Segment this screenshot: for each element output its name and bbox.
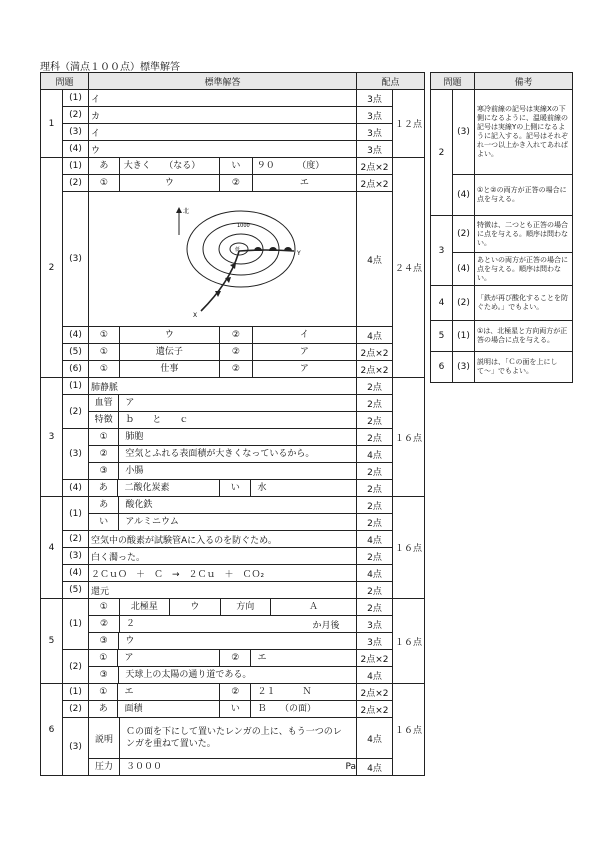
answer-cell: 面積	[117, 701, 219, 717]
answer-cell: ２	[119, 616, 296, 632]
x-label: X	[193, 312, 198, 319]
key-label: い	[219, 701, 250, 717]
key-label: ①	[99, 432, 108, 442]
key-label: あ	[99, 161, 109, 171]
section-total: １２点	[393, 90, 425, 158]
answer-cell: 天球上の太陽の通り道である。	[118, 667, 356, 683]
section-total: ２４点	[393, 158, 425, 378]
answer-cell: 仕事	[119, 361, 219, 377]
sub-number: (2)	[63, 395, 89, 429]
sub-number: (3)	[63, 124, 89, 141]
points-cell: 4点	[357, 531, 393, 548]
points-cell: 4点	[357, 192, 393, 327]
answer-cell: 小腸	[118, 463, 356, 479]
answer-cell: 北極星	[119, 599, 169, 615]
key-label: ①	[99, 178, 108, 188]
points-cell: 3点	[357, 633, 393, 650]
sub-number: (4)	[453, 175, 475, 216]
sub-number: (4)	[63, 480, 89, 497]
section-number: 3	[431, 216, 453, 286]
page-title: 理科（満点１００点）標準解答	[40, 62, 180, 73]
sub-number: (2)	[63, 531, 89, 548]
key-label: 血管	[94, 398, 113, 408]
section-number: 4	[41, 497, 63, 599]
key-label: ②	[219, 175, 252, 191]
points-cell: 4点	[357, 446, 393, 463]
key-label: ①	[99, 687, 108, 697]
header-question: 問題	[431, 73, 475, 90]
section-number: 3	[41, 378, 63, 497]
note-text: 特徴は、二つとも正答の場合に点を与える。順序は問わない。	[475, 216, 573, 253]
section-total: １６点	[393, 497, 425, 599]
key-label: ②	[99, 449, 108, 459]
low-label: 低	[235, 247, 241, 253]
section-total: １６点	[393, 684, 425, 776]
sub-number: (4)	[63, 327, 89, 344]
sub-number: (3)	[63, 718, 89, 776]
points-cell: 3点	[357, 90, 393, 107]
points-cell: 2点	[357, 599, 393, 616]
points-cell: 2点×2	[357, 158, 393, 175]
sub-number: (2)	[63, 650, 89, 684]
unit-label: Pa	[345, 762, 357, 772]
answer-cell: 方向	[220, 599, 270, 615]
section-number: 4	[431, 286, 453, 321]
answer-cell: ウ	[118, 633, 356, 649]
points-cell: 3点	[357, 141, 393, 158]
points-cell: 2点	[357, 514, 393, 531]
answer-cell: アルミニウム	[118, 514, 356, 530]
key-label: ①	[99, 364, 108, 374]
key-label: い	[219, 158, 252, 174]
note-text: ①と②の両方が正答の場合に点を与える。	[475, 175, 573, 216]
points-cell: 2点×2	[357, 361, 393, 378]
answer-cell: ア	[117, 650, 219, 666]
key-label: い	[219, 480, 250, 496]
answer-cell: Ｂ （の面）	[250, 701, 356, 717]
points-cell: 2点	[357, 497, 393, 514]
answer-cell: ウ	[169, 599, 219, 615]
answer-cell: エ	[252, 175, 356, 191]
answer-cell: ア	[252, 361, 356, 377]
sub-number: (1)	[63, 90, 89, 107]
weather-map-figure	[89, 192, 357, 327]
points-cell: 4点	[357, 565, 393, 582]
header-notes: 備考	[475, 73, 573, 90]
points-cell: 2点	[357, 480, 393, 497]
isobar-label: 1000	[237, 223, 250, 229]
key-label: ③	[99, 670, 108, 680]
answer-cell: ９０ （度）	[252, 158, 356, 174]
answer-cell: ウ	[119, 327, 219, 343]
sub-number: (2)	[63, 107, 89, 124]
key-label: あ	[98, 704, 108, 714]
note-text: 寒冷前線の記号は実線Xの下側になるように、温暖前線の記号は実線Yの上側になるように記入する。記号はそれぞれ一つ以上かき入れてあればよい。	[475, 90, 573, 175]
key-label: ③	[99, 636, 108, 646]
key-label: ②	[219, 650, 250, 666]
sub-number: (2)	[63, 701, 89, 718]
answer-cell: ア	[252, 344, 356, 360]
note-text: 「鉄が再び酸化することを防ぐため。」でもよい。	[475, 286, 573, 321]
answer-cell: 肺胞	[118, 429, 356, 445]
equation-cell: ２ＣｕＯ ＋ Ｃ → ２Ｃｕ ＋ ＣＯ₂	[89, 565, 357, 582]
key-label: 圧力	[95, 762, 114, 772]
sub-number: (1)	[63, 599, 89, 650]
section-number: 2	[41, 158, 63, 378]
sub-number: (4)	[63, 565, 89, 582]
sub-number: (5)	[63, 582, 89, 599]
sub-number: (1)	[63, 158, 89, 175]
answer-table	[40, 72, 425, 776]
key-label: ②	[99, 619, 109, 629]
key-label: ①	[99, 602, 108, 612]
section-number: 5	[431, 321, 453, 352]
answer-cell: 空気とふれる表面積が大きくなっているから。	[118, 446, 356, 462]
answer-cell: Ａ	[270, 599, 356, 615]
answer-cell: 二酸化炭素	[117, 480, 219, 496]
sub-number: (3)	[453, 90, 475, 175]
section-number: 1	[41, 90, 63, 158]
answer-cell: エ	[117, 684, 219, 700]
section-total: １６点	[393, 599, 425, 684]
answer-cell: 空気中の酸素が試験管Aに入るのを防ぐため。	[89, 531, 357, 548]
points-cell: 2点×2	[357, 684, 393, 701]
sub-number: (5)	[63, 344, 89, 361]
answer-cell: ウ	[89, 141, 357, 158]
header-answer: 標準解答	[89, 73, 357, 90]
answer-cell: ３０００	[119, 759, 316, 775]
north-label: 北	[183, 208, 190, 215]
section-total: １６点	[393, 378, 425, 497]
points-cell: 2点	[357, 548, 393, 565]
sub-number: (6)	[63, 361, 89, 378]
header-question: 問題	[41, 73, 89, 90]
points-cell: 4点	[357, 759, 393, 776]
answer-cell: イ	[89, 124, 357, 141]
sub-number: (1)	[63, 378, 89, 395]
key-label: ③	[99, 466, 108, 476]
key-label: ①	[99, 347, 108, 357]
key-label: ②	[219, 361, 252, 377]
sub-number: (2)	[453, 216, 475, 253]
key-label: ②	[219, 684, 250, 700]
section-number: 5	[41, 599, 63, 684]
points-cell: 4点	[357, 718, 393, 759]
answer-cell: ２１ Ｎ	[250, 684, 356, 700]
key-label: い	[99, 517, 109, 527]
unit-label: か月後	[312, 620, 340, 631]
key-label: 特徴	[94, 415, 113, 425]
answer-cell: 水	[250, 480, 356, 496]
key-label: あ	[98, 483, 108, 493]
key-label: ①	[99, 653, 108, 663]
points-cell: 3点	[357, 107, 393, 124]
y-label: Y	[297, 250, 301, 257]
note-text: あといの両方が正答の場合に点を与える。順序は問わない。	[475, 253, 573, 286]
sub-number: (3)	[453, 352, 475, 383]
points-cell: 2点×2	[357, 175, 393, 192]
answer-cell: 白く濁った。	[89, 548, 357, 565]
sub-number: (3)	[63, 192, 89, 327]
points-cell: 2点×2	[357, 701, 393, 718]
key-label: ②	[219, 344, 252, 360]
points-cell: 4点	[357, 327, 393, 344]
points-cell: 2点	[357, 395, 393, 412]
sub-number: (4)	[453, 253, 475, 286]
sub-number: (3)	[63, 429, 89, 480]
section-number: 6	[431, 352, 453, 383]
answer-cell: エ	[250, 650, 356, 666]
notes-table	[430, 72, 573, 383]
answer-cell: ｂ と ｃ	[118, 412, 356, 428]
key-label: ①	[99, 330, 108, 340]
sub-number: (1)	[453, 321, 475, 352]
sub-number: (1)	[63, 684, 89, 701]
answer-cell: イ	[252, 327, 356, 343]
answer-cell: Ｃの面を下にして置いたレンガの上に、もう一つのレンガを重ねて置いた。	[119, 718, 352, 758]
sub-number: (2)	[453, 286, 475, 321]
sub-number: (4)	[63, 141, 89, 158]
answer-cell: ア	[118, 395, 356, 411]
points-cell: 2点	[357, 582, 393, 599]
points-cell: 2点	[357, 463, 393, 480]
points-cell: 2点	[357, 378, 393, 395]
sub-number: (1)	[63, 497, 89, 531]
sub-number: (2)	[63, 175, 89, 192]
section-number: 6	[41, 684, 63, 776]
answer-cell: 還元	[89, 582, 357, 599]
note-text: ①は、北極星と方向両方が正答の場合に点を与える。	[475, 321, 573, 352]
answer-cell: 肺静脈	[89, 378, 357, 395]
answer-cell: 大きく （なる）	[119, 158, 219, 174]
front-diagram	[89, 193, 357, 325]
key-label: 説明	[95, 734, 114, 745]
points-cell: 2点	[357, 412, 393, 429]
sub-number: (3)	[63, 548, 89, 565]
key-label: あ	[99, 500, 109, 510]
header-points: 配点	[357, 73, 425, 90]
answer-cell: ウ	[119, 175, 219, 191]
answer-cell: カ	[89, 107, 357, 124]
points-cell: 3点	[357, 616, 393, 633]
note-text: 説明は、「Ｃの面を上にして〜」でもよい。	[475, 352, 573, 383]
key-label: ②	[219, 327, 252, 343]
points-cell: 2点	[357, 429, 393, 446]
points-cell: 4点	[357, 667, 393, 684]
answer-cell: イ	[89, 90, 357, 107]
points-cell: 3点	[357, 124, 393, 141]
points-cell: 2点×2	[357, 650, 393, 667]
points-cell: 2点×2	[357, 344, 393, 361]
answer-cell: 遺伝子	[119, 344, 219, 360]
answer-cell: 酸化鉄	[118, 497, 356, 513]
section-number: 2	[431, 90, 453, 216]
